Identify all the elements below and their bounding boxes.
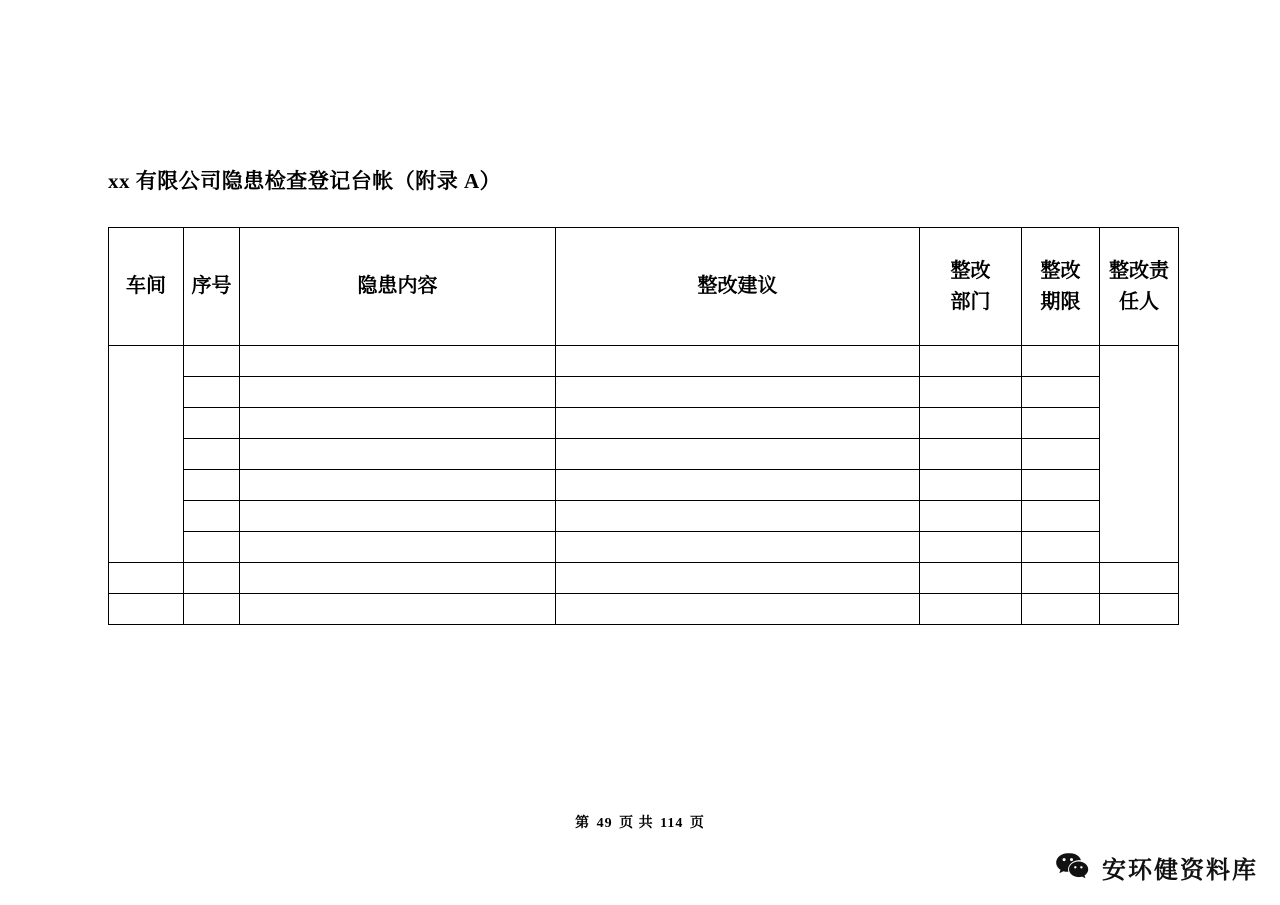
table-row[interactable] <box>109 563 1179 594</box>
wechat-logo-icon <box>1052 847 1092 887</box>
cell-advice[interactable] <box>556 346 920 377</box>
table-body <box>109 346 1179 625</box>
column-header-person-line2: 任人 <box>1119 290 1159 313</box>
page-number-footer <box>0 812 1280 832</box>
cell-seq[interactable] <box>184 408 240 439</box>
cell-dept[interactable] <box>920 563 1022 594</box>
column-header-workshop <box>109 228 184 346</box>
table-row[interactable] <box>109 346 1179 377</box>
page-title: xx 有限公司隐患检查登记台帐（附录 A） <box>108 169 502 193</box>
footer-middle: 页 共 <box>619 816 654 831</box>
column-header-deadline <box>1022 228 1100 346</box>
footer-total-pages: 114 <box>660 816 684 831</box>
cell-deadline[interactable] <box>1022 377 1100 408</box>
column-header-deadline-line1: 整改 <box>1040 259 1081 282</box>
watermark-text: 安环健资料库 <box>1102 856 1258 884</box>
cell-deadline[interactable] <box>1022 594 1100 625</box>
cell-content[interactable] <box>240 408 556 439</box>
cell-content[interactable] <box>240 346 556 377</box>
column-header-workshop-line1: 车间 <box>126 275 166 297</box>
cell-deadline[interactable] <box>1022 470 1100 501</box>
cell-person[interactable] <box>1100 594 1179 625</box>
column-header-advice-line1: 整改建议 <box>697 275 778 297</box>
column-header-dept-line2: 部门 <box>950 290 991 313</box>
cell-seq[interactable] <box>184 470 240 501</box>
cell-deadline[interactable] <box>1022 346 1100 377</box>
cell-dept[interactable] <box>920 408 1022 439</box>
cell-person[interactable] <box>1100 563 1179 594</box>
cell-advice[interactable] <box>556 532 920 563</box>
column-header-dept-line1: 整改 <box>950 259 991 282</box>
cell-dept[interactable] <box>920 594 1022 625</box>
cell-deadline[interactable] <box>1022 532 1100 563</box>
watermark-badge <box>1052 847 1258 887</box>
column-header-seq-line1: 序号 <box>191 275 232 297</box>
footer-suffix: 页 <box>689 816 705 831</box>
cell-content[interactable] <box>240 439 556 470</box>
cell-workshop[interactable] <box>109 594 184 625</box>
cell-content[interactable] <box>240 377 556 408</box>
cell-advice[interactable] <box>556 594 920 625</box>
cell-seq[interactable] <box>184 439 240 470</box>
column-header-person-line1: 整改责 <box>1109 259 1169 282</box>
cell-advice[interactable] <box>556 377 920 408</box>
table-row[interactable] <box>109 439 1179 470</box>
cell-deadline[interactable] <box>1022 408 1100 439</box>
table-header-row <box>109 228 1179 346</box>
cell-dept[interactable] <box>920 532 1022 563</box>
cell-content[interactable] <box>240 470 556 501</box>
cell-person[interactable] <box>1100 346 1179 563</box>
cell-workshop[interactable] <box>109 346 184 563</box>
table-row[interactable] <box>109 470 1179 501</box>
cell-dept[interactable] <box>920 377 1022 408</box>
cell-seq[interactable] <box>184 377 240 408</box>
column-header-content-line1: 隐患内容 <box>357 275 438 297</box>
table-row[interactable] <box>109 377 1179 408</box>
cell-content[interactable] <box>240 501 556 532</box>
cell-seq[interactable] <box>184 563 240 594</box>
cell-seq[interactable] <box>184 501 240 532</box>
cell-seq[interactable] <box>184 532 240 563</box>
cell-content[interactable] <box>240 532 556 563</box>
hazard-inspection-ledger-table <box>108 227 1179 625</box>
table-row[interactable] <box>109 532 1179 563</box>
cell-seq[interactable] <box>184 346 240 377</box>
cell-advice[interactable] <box>556 501 920 532</box>
cell-deadline[interactable] <box>1022 439 1100 470</box>
cell-deadline[interactable] <box>1022 563 1100 594</box>
footer-prefix: 第 <box>575 816 591 831</box>
cell-content[interactable] <box>240 594 556 625</box>
cell-advice[interactable] <box>556 439 920 470</box>
cell-advice[interactable] <box>556 408 920 439</box>
cell-advice[interactable] <box>556 563 920 594</box>
cell-dept[interactable] <box>920 346 1022 377</box>
cell-dept[interactable] <box>920 470 1022 501</box>
cell-content[interactable] <box>240 563 556 594</box>
column-header-deadline-line2: 期限 <box>1040 290 1081 313</box>
column-header-content <box>240 228 556 346</box>
table-row[interactable] <box>109 408 1179 439</box>
table-row[interactable] <box>109 594 1179 625</box>
cell-deadline[interactable] <box>1022 501 1100 532</box>
cell-workshop[interactable] <box>109 563 184 594</box>
column-header-person <box>1100 228 1179 346</box>
column-header-seq <box>184 228 240 346</box>
column-header-advice <box>556 228 920 346</box>
ledger-table-container <box>108 227 1178 625</box>
cell-dept[interactable] <box>920 439 1022 470</box>
column-header-dept <box>920 228 1022 346</box>
cell-seq[interactable] <box>184 594 240 625</box>
cell-dept[interactable] <box>920 501 1022 532</box>
footer-current-page: 49 <box>596 816 613 831</box>
cell-advice[interactable] <box>556 470 920 501</box>
table-row[interactable] <box>109 501 1179 532</box>
